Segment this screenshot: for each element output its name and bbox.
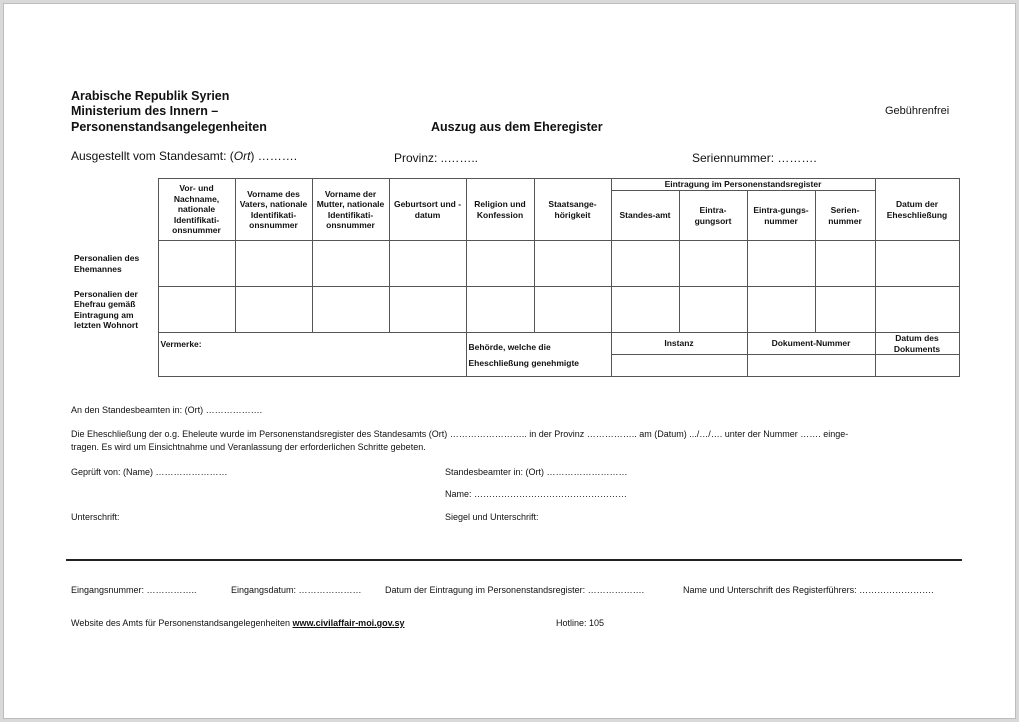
to-registrar-line: An den Standesbeamten in: (Ort) ………………. — [71, 405, 263, 415]
table-row — [72, 241, 959, 287]
register-table — [72, 178, 960, 377]
row-label-wife: Personalien der Ehefrau gemäß Eintragung am letzten Wohnort — [72, 287, 158, 333]
document-number-header: Dokument-Nummer — [747, 333, 875, 355]
table-corner — [72, 179, 158, 191]
col-nationality: Staatsange-hörigkeit — [534, 179, 611, 241]
notice-paragraph-line2: tragen. Es wird um Einsichtnahme und Veranlassung der erforderlichen Schritte gebeten. — [71, 442, 426, 452]
instance-value — [611, 355, 747, 377]
fee-note: Gebührenfrei — [885, 105, 950, 117]
table-row — [72, 287, 959, 333]
col-mother: Vorname der Mutter, nationale Identifikati-onsnummer — [312, 179, 389, 241]
entry-number-field: Eingangsnummer: …………….. — [71, 585, 197, 595]
divider-line — [66, 559, 962, 561]
serial-number-field: Seriennummer: ………. — [692, 151, 817, 165]
website-line: Website des Amts für Personenstandsangelegenheiten www.civilaffair-moi.gov.sy — [71, 618, 405, 628]
col-serial-number: Serien-nummer — [815, 191, 875, 241]
signature-field: Unterschrift: — [71, 512, 120, 522]
register-group-header: Eintragung im Personenstandsregister — [611, 179, 875, 191]
registrar-name-field: Name: …………………………………………… — [445, 489, 628, 499]
document-page — [3, 3, 1016, 719]
instance-header: Instanz — [611, 333, 747, 355]
col-birth: Geburtsort und -datum — [389, 179, 466, 241]
register-date-field: Datum der Eintragung im Personenstandsregister: ………………. — [385, 585, 645, 595]
document-number-value — [747, 355, 875, 377]
entry-date-field: Eingangsdatum: ………………… — [231, 585, 362, 595]
row-label-husband: Personalien des Ehemannes — [72, 241, 158, 287]
col-registry-office: Standes-amt — [611, 191, 679, 241]
col-religion: Religion und Konfession — [466, 179, 534, 241]
document-date-value — [875, 355, 959, 377]
col-marriage-date: Datum der Eheschließung — [875, 179, 959, 241]
col-registry-place: Eintra-gungsort — [679, 191, 747, 241]
registrar-sign-field: Name und Unterschrift des Registerführers: ……………………. — [683, 585, 934, 595]
col-father: Vorname des Vaters, nationale Identifikati-onsnummer — [235, 179, 312, 241]
checked-by-field: Geprüft von: (Name) …………………… — [71, 467, 228, 477]
seal-signature-field: Siegel und Unterschrift: — [445, 512, 539, 522]
header-country: Arabische Republik Syrien — [71, 89, 230, 103]
province-field: Provinz: ..…….. — [394, 151, 479, 165]
authority-cell: Behörde, welche die Eheschließung genehmigte — [466, 333, 611, 377]
issued-by-office: Ausgestellt vom Standesamt: (Ort) ………. — [71, 149, 298, 163]
notice-paragraph-line1: Die Eheschließung der o.g. Eheleute wurde im Personenstandsregister des Standesamts (Ort) …………………….. in der Provinz …………….. am (Datum) .../…/…. unter der Nummer ……. einge- — [71, 429, 849, 439]
hotline: Hotline: 105 — [556, 618, 605, 628]
registrar-location-field: Standesbeamter in: (Ort) ……………………… — [445, 467, 628, 477]
document-date-header: Datum des Dokuments — [875, 333, 959, 355]
document-title: Auszug aus dem Eheregister — [431, 120, 603, 134]
header-department: Personenstandsangelegenheiten — [71, 120, 267, 134]
col-name-id: Vor- und Nachname, nationale Identifikati-onsnummer — [158, 179, 235, 241]
col-registry-number: Eintra-gungs-nummer — [747, 191, 815, 241]
remarks-cell: Vermerke: — [158, 333, 466, 377]
website-link[interactable]: www.civilaffair-moi.gov.sy — [292, 618, 405, 628]
header-ministry: Ministerium des Innern – — [71, 104, 219, 118]
